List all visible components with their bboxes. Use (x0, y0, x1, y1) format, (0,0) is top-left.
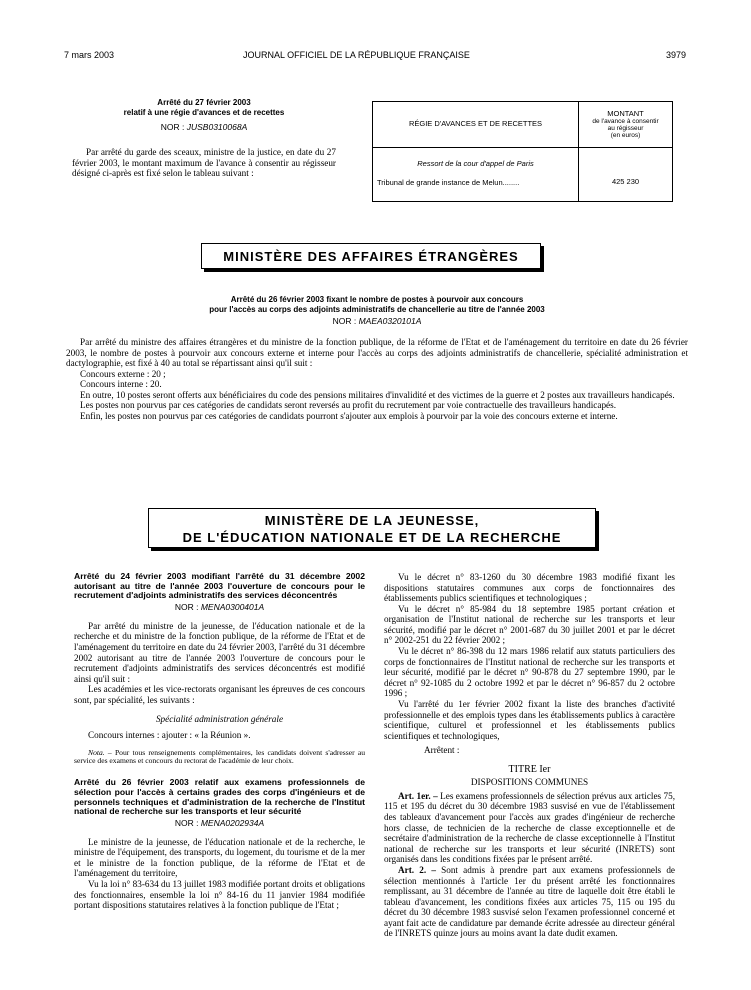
regie-table-section: Ressort de la cour d'appel de Paris (417, 159, 534, 168)
nor-label: NOR : (174, 602, 199, 613)
header-journal: JOURNAL OFFICIEL DE LA RÉPUBLIQUE FRANÇAISE (243, 50, 470, 60)
arrete-ae-list-item: Concours interne : 20. (80, 379, 162, 390)
arrete-ae-nor (66, 317, 688, 327)
banner-line-2: DE L'ÉDUCATION NATIONALE ET DE LA RECHERCHE (182, 530, 562, 545)
visa-paragraph: Vu le décret n° 83-1260 du 30 décembre 1983 modifié fixant les dispositions statutaires communes aux corps de fonctionnaires des établissements publics scientifiques et technologiques ; (384, 572, 675, 604)
arrete-a2-paragraph: Vu la loi n° 83-634 du 13 juillet 1983 modifiée portant droits et obligations des fonctionnaires, ensemble la loi n° 84-16 du 11 janvier 1984 modifiée portant dispositions statutaires relatives à la fonction publique de l'Etat ; (74, 878, 365, 911)
arrete-ae-paragraph: Les postes non pourvus par ces catégories de candidats seront reversés au profit du recrutement par voie contractuelle des travailleurs handicapés. (80, 400, 616, 411)
arrete-regie-body: Par arrêté du garde des sceaux, ministre de la justice, en date du 27 février 2003, le montant maximum de l'avance à consentir au régisseur désigné ci-après est fixé selon le tableau suivant : (72, 146, 336, 179)
article-1 (384, 791, 675, 865)
article-1-text: Les examens professionnels de sélection prévus aux articles 75, 115 et 195 du décret du 30 décembre 1983 susvisé en vue de l'établissement des tableaux d'avancement pour l'accès aux grades d'ingénieur de recherche hors classe, de technicien de la recherche de classe exceptionnelle et de secrétaire d'administration de la recherche de classe exceptionnelle à l'Institut national de recherche sur les transports et leur sécurité (INRETS) sont organisés dans les conditions fixées par le présent arrêté. (384, 790, 675, 865)
article-2-text: Sont admis à prendre part aux examens professionnels de sélection mentionnés à l'article 1er du présent arrêté les fonctionnaires remplissant, au 31 décembre de l'année au titre de laquelle doit être établi le tableau d'avancement, les conditions fixées aux articles 75, 115 ou 195 du décret du 30 décembre 1983 susvisé selon l'examen professionnel concerné et ayant fait acte de candidature par demande écrite adressée au directeur général de l'INRETS quinze jours au moins avant la date dudit examen. (384, 864, 675, 939)
ministere-jeunesse-banner (148, 508, 596, 548)
ministere-affaires-etrangeres-banner (201, 243, 541, 269)
nor-code: MENA0202934A (200, 817, 265, 828)
regie-table-col1-header: RÉGIE D'AVANCES ET DE RECETTES (373, 102, 579, 148)
banner-line-1: MINISTÈRE DE LA JEUNESSE, (264, 513, 480, 528)
regie-table-row-label: Tribunal de grande instance de Melun........ (377, 177, 520, 187)
col2-header-line-3: au régisseur (607, 125, 644, 133)
right-column (384, 572, 675, 939)
arrete-ae-title (66, 295, 688, 314)
arrete-a1-concours: Concours internes : ajouter : « la Réunion ». (88, 730, 251, 741)
arrete-ae-title-2: pour l'accès au corps des adjoints administratifs de chancellerie au titre de l'année 2003 (209, 304, 545, 314)
titre-heading: TITRE Ier (508, 763, 551, 775)
nota-label: Nota. – (88, 747, 112, 757)
header-page-number: 3979 (665, 50, 686, 60)
arrete-ae-paragraph: En outre, 10 postes seront offerts aux bénéficiaires du code des pensions militaires d'invalidité et des victimes de la guerre et 2 postes aux travailleurs handicapés. (80, 389, 675, 400)
visa-paragraph: Vu le décret n° 86-398 du 12 mars 1986 relatif aux statuts particuliers des corps de fonctionnaires de l'Institut national de recherche sur les transports et leur sécurité, modifié par le décret n° 90-878 du 27 septembre 1990, par le décret n° 92-1085 du 2 octobre 1992 et par le décret n° 96-857 du 2 octobre 1996 ; (384, 646, 675, 699)
arrete-a2-nor (74, 819, 365, 829)
regie-table-col2-header (579, 102, 673, 148)
col2-header-line-2: de l'avance à consentir (592, 117, 659, 125)
visa-paragraph: Vu l'arrêté du 1er février 2002 fixant la liste des branches d'activité professionnelle et des emplois types dans les établissements publics à caractère scientifique, culturel et professionnel et les établissements publics scientifiques et technologiques, (384, 698, 675, 741)
banner-text (149, 509, 595, 546)
arrete-ae (66, 295, 688, 422)
dispositions-heading: DISPOSITIONS COMMUNES (470, 777, 589, 788)
arrete-a2-paragraph: Le ministre de la jeunesse, de l'éducation nationale et de la recherche, le ministre de l'équipement, des transports, du logement, du tourisme et de la mer et le ministre de la fonction publique, de la réforme de l'Etat et de l'aménagement du territoire, (74, 836, 365, 879)
article-2-label: Art. 2. – (398, 864, 436, 875)
nor-code: JUSB0310068A (186, 122, 248, 133)
regie-table-row-value: 425 230 (579, 148, 673, 202)
nor-label: NOR : (174, 817, 199, 828)
col2-header-line-1: MONTANT (607, 108, 644, 118)
arrete-ae-list-item: Concours externe : 20 ; (80, 368, 166, 379)
arrete-a1-nota (74, 749, 365, 766)
nor-code: MENA0300401A (200, 602, 265, 613)
regie-table (372, 101, 673, 202)
regie-table-row (373, 148, 579, 202)
article-2 (384, 865, 675, 939)
banner-text: MINISTÈRE DES AFFAIRES ÉTRANGÈRES (223, 249, 519, 264)
nor-label: NOR : (160, 122, 185, 133)
visa-paragraph: Vu le décret n° 85-984 du 18 septembre 1985 portant création et organisation de l'Institut national de recherche sur les transports et leur sécurité, modifié par le décret n° 2001-687 du 30 juillet 2001 et par le décret n° 2002-251 du 22 février 2002 ; (384, 603, 675, 646)
arrete-ae-title-1: Arrêté du 26 février 2003 fixant le nombre de postes à pourvoir aux concours (230, 295, 524, 304)
nota-text: Pour tous renseignements complémentaires, les candidats doivent s'adresser au service des examens et concours du rectorat de l'académie de leur choix. (74, 747, 366, 766)
arrete-a1-paragraph: Les académies et les vice-rectorats organisant les épreuves de ces concours sont, par spécialité, les suivants : (74, 684, 365, 705)
arrete-a1-specialite: Spécialité administration générale (155, 713, 284, 724)
arrete-regie-nor (72, 123, 336, 133)
nor-code: MAEA0320101A (358, 316, 422, 327)
article-1-label: Art. 1er. – (398, 790, 438, 801)
arrete-a1-nor (74, 603, 365, 613)
header-date: 7 mars 2003 (64, 50, 115, 60)
arrete-regie-title-1: Arrêté du 27 février 2003 (157, 98, 251, 107)
arretent-label: Arrêtent : (424, 745, 460, 756)
arrete-a2-title: Arrêté du 26 février 2003 relatif aux examens professionnels de sélection pour l'accès à certains grades des corps d'ingénieurs et de personnels techniques et d'administration de la recherche de l'Institut national de recherche sur les transports et leur sécurité (74, 777, 365, 817)
arrete-regie-title (72, 98, 336, 117)
arrete-a1-title: Arrêté du 24 février 2003 modifiant l'arrêté du 31 décembre 2002 autorisant au titre de l'année 2003 l'ouverture de concours pour le recrutement d'adjoints administratifs des services déconcentrés (74, 571, 365, 601)
col2-header-line-4: (en euros) (610, 132, 641, 140)
arrete-regie (72, 98, 336, 179)
arrete-a1-paragraph: Par arrêté du ministre de la jeunesse, de l'éducation nationale et de la recherche et du ministre de la fonction publique, de la réforme de l'Etat et de l'aménagement du territoire en date du 24 février 2003, l'arrêté du 31 décembre 2002 autorisant au titre de l'année 2003 l'ouverture de concours pour le recrutement d'adjoints administratifs des services déconcentrés est modifié ainsi qu'il suit : (74, 620, 365, 684)
left-column (74, 572, 365, 911)
page-header (64, 50, 686, 64)
arrete-ae-paragraph: Enfin, les postes non pourvus par ces catégories de candidats pourront s'ajouter aux emplois à pourvoir par la voie des concours externe et interne. (80, 411, 618, 421)
arrete-ae-paragraph: Par arrêté du ministre des affaires étrangères et du ministre de la fonction publique, de la réforme de l'Etat et de l'aménagement du territoire en date du 26 février 2003, le nombre de postes à pourvoir aux concours externe et interne pour l'accès au corps des adjoints administratifs de chancellerie, spécialité administration et dactylographie, est fixé à 40 au total se répartissant ainsi qu'il suit : (66, 336, 688, 369)
arrete-regie-title-2: relatif à une régie d'avances et de recettes (123, 107, 285, 117)
nor-label: NOR : (332, 316, 357, 327)
